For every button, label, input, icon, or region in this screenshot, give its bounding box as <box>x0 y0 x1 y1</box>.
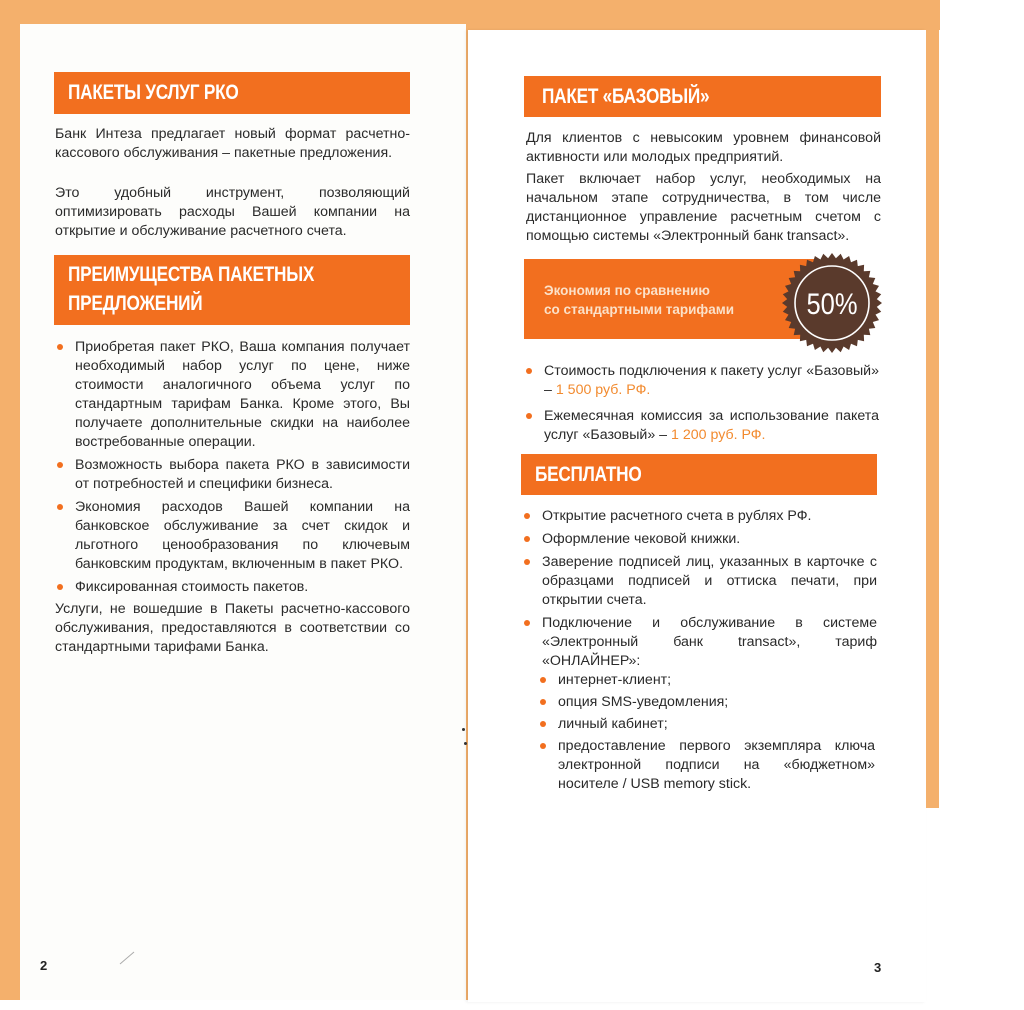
page-number-left: 2 <box>40 958 48 973</box>
list-item <box>522 614 877 671</box>
list-item <box>55 578 410 597</box>
outro-paragraph: Услуги, не вошедшие в Пакеты расчетно-кассового обслуживания, предоставляются в соответствии со стандартными тарифами Банка. <box>55 601 410 655</box>
page-number-right: 3 <box>874 960 882 975</box>
list-item-text: Открытие расчетного счета в рублях РФ. <box>542 508 812 524</box>
savings-line-1: Экономия по сравнению <box>544 283 710 298</box>
list-item <box>55 338 410 452</box>
bullet-icon <box>57 584 63 590</box>
list-item <box>538 693 875 712</box>
badge-text: 50% <box>806 287 858 321</box>
heading-rko-packages <box>54 72 410 114</box>
bullet-icon <box>57 504 63 510</box>
benefits-list <box>55 338 410 601</box>
list-item-text: Приобретая пакет РКО, Ваша компания получает необходимый набор услуг по цене, ниже стоимости аналогичного объема услуг по стандартным тарифам Банка. Кроме этого, Вы получаете дополнительные скидки на наиболее востребованные операции. <box>75 339 410 450</box>
staple-mark <box>464 742 467 745</box>
bullet-icon <box>524 513 530 519</box>
list-item-text: Экономия расходов Вашей компании на банковское обслуживание за счет скидок и льготного ценообразования по ключевым банковским продуктам, включенным в пакет РКО. <box>75 499 410 572</box>
list-item <box>522 553 877 610</box>
list-item <box>55 456 410 494</box>
list-item-text: предоставление первого экземпляра ключа электронной подписи на «бюджетном» носителе / USB memory stick. <box>558 738 875 792</box>
basic-intro-2: Пакет включает набор услуг, необходимых на начальном этапе сотрудничества, в том числе дистанционное управление расчетным счетом с помощью системы «Электронный банк transact». <box>526 171 881 244</box>
bullet-icon <box>540 677 546 683</box>
bullet-icon <box>57 344 63 350</box>
heading-text-line2: ПРЕДЛОЖЕНИЙ <box>68 292 203 315</box>
cost-price: 1 500 руб. РФ. <box>555 382 651 398</box>
list-item-text: опция SMS-уведомления; <box>558 694 729 710</box>
cost-price: 1 200 руб. РФ. <box>671 427 766 443</box>
heading-basic-package <box>524 76 881 117</box>
list-item-text: Заверение подписей лиц, указанных в карточке с образцами подписей и оттиска печати, при открытии счета. <box>542 554 877 608</box>
bullet-icon <box>540 721 546 727</box>
scan-mark <box>118 950 138 970</box>
list-item <box>522 507 877 526</box>
list-item <box>538 715 875 734</box>
list-item <box>538 671 875 690</box>
bullet-icon <box>524 559 530 565</box>
list-item-text: личный кабинет; <box>558 716 668 732</box>
savings-line-2: со стандартными тарифами <box>544 302 735 317</box>
free-services-list <box>522 507 877 675</box>
list-item-text: Подключение и обслуживание в системе «Электронный банк transact», тариф «ОНЛАЙНЕР»: <box>542 615 877 669</box>
bullet-icon <box>524 620 530 626</box>
basic-intro-1: Для клиентов с невысоким уровнем финансовой активности или молодых предприятий. <box>526 130 881 165</box>
savings-banner <box>524 259 820 339</box>
intro-paragraph-1: Банк Интеза предлагает новый формат расчетно-кассового обслуживания – пакетные предложения. <box>55 126 410 161</box>
intro-paragraph-2: Это удобный инструмент, позволяющий оптимизировать расходы Вашей компании на открытие и обслуживание расчетного счета. <box>55 185 410 239</box>
savings-text <box>544 281 774 319</box>
list-item <box>55 498 410 574</box>
list-item <box>524 362 879 400</box>
heading-benefits <box>54 255 410 325</box>
list-item-text: интернет-клиент; <box>558 672 672 688</box>
list-item-text: Возможность выбора пакета РКО в зависимости от потребностей и специфики бизнеса. <box>75 457 410 492</box>
cost-text: Ежемесячная комиссия за использование пакета услуг «Базовый» – <box>544 408 879 443</box>
list-item-text: Оформление чековой книжки. <box>542 531 741 547</box>
bullet-icon <box>540 699 546 705</box>
bullet-icon <box>524 536 530 542</box>
list-item <box>522 530 877 549</box>
badge-seal-icon <box>781 252 883 354</box>
list-item <box>538 737 875 794</box>
list-item <box>524 407 879 445</box>
heading-free <box>521 454 877 495</box>
bullet-icon <box>526 413 532 419</box>
bullet-icon <box>526 368 532 374</box>
cost-list <box>524 362 879 449</box>
cost-text: Стоимость подключения к пакету услуг «Базовый» – <box>544 363 879 398</box>
bullet-icon <box>57 462 63 468</box>
staple-mark <box>462 728 465 731</box>
list-item-text: Фиксированная стоимость пакетов. <box>75 579 309 595</box>
bullet-icon <box>540 743 546 749</box>
heading-text: ПАКЕТЫ УСЛУГ РКО <box>68 81 239 104</box>
heading-text: БЕСПЛАТНО <box>535 463 642 486</box>
online-tariff-sublist <box>538 671 875 797</box>
heading-text-line1: ПРЕИМУЩЕСТВА ПАКЕТНЫХ <box>68 263 315 286</box>
heading-text: ПАКЕТ «БАЗОВЫЙ» <box>542 85 710 108</box>
savings-badge <box>781 252 883 354</box>
